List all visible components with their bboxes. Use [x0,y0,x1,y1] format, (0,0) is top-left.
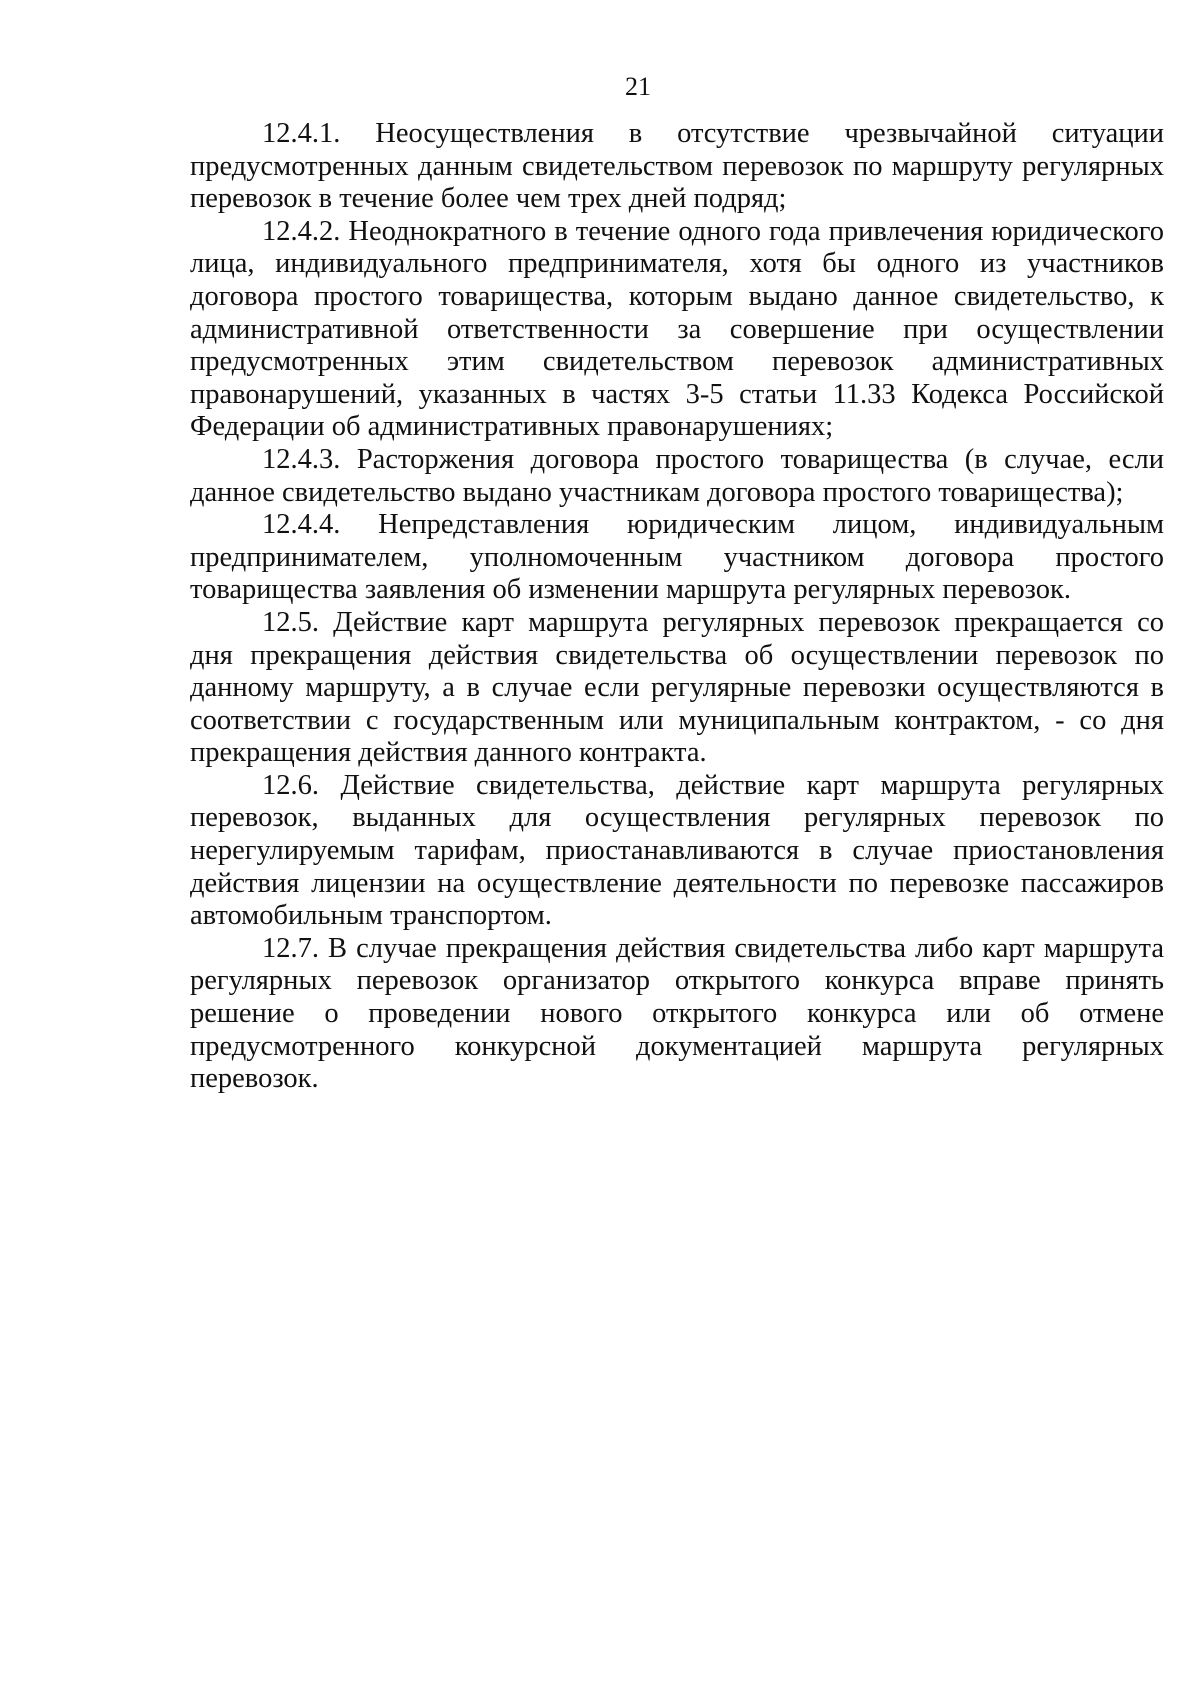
paragraph-12-6: 12.6. Действие свидетельства, действие карт маршрута регулярных перевозок, выданных для осуществления регулярных перевозок по нерегулируемым тарифам, приостанавливаются в случае приостановления действия лицензии на осуществление деятельности по перевозке пассажиров автомобильным транспортом. [190,769,1164,932]
document-body [190,118,1164,1096]
paragraph-12-4-3: 12.4.3. Расторжения договора простого товарищества (в случае, если данное свидетельство выдано участникам договора простого товарищества); [190,443,1164,508]
paragraph-12-4-1: 12.4.1. Неосуществления в отсутствие чрезвычайной ситуации предусмотренных данным свидетельством перевозок по маршруту регулярных перевозок в течение более чем трех дней подряд; [190,118,1164,215]
paragraph-12-4-4: 12.4.4. Непредставления юридическим лицом, индивидуальным предпринимателем, уполномоченным участником договора простого товарищества заявления об изменении маршрута регулярных перевозок. [190,509,1164,606]
page-number: 21 [625,72,651,101]
paragraph-12-5: 12.5. Действие карт маршрута регулярных перевозок прекращается со дня прекращения действия свидетельства об осуществлении перевозок по данному маршруту, а в случае если регулярные перевозки осуществляются в соответствии с государственным или муниципальным контрактом, - со дня прекращения действия данного контракта. [190,606,1164,769]
paragraph-12-4-2: 12.4.2. Неоднократного в течение одного года привлечения юридического лица, индивидуального предпринимателя, хотя бы одного из участников договора простого товарищества, которым выдано данное свидетельство, к административной ответственности за совершение при осуществлении предусмотренных этим свидетельством перевозок административных правонарушений, указанных в частях 3-5 статьи 11.33 Кодекса Российской Федерации об административных правонарушениях; [190,215,1164,443]
paragraph-12-7: 12.7. В случае прекращения действия свидетельства либо карт маршрута регулярных перевозок организатор открытого конкурса вправе принять решение о проведении нового открытого конкурса или об отмене предусмотренного конкурсной документацией маршрута регулярных перевозок. [190,932,1164,1095]
